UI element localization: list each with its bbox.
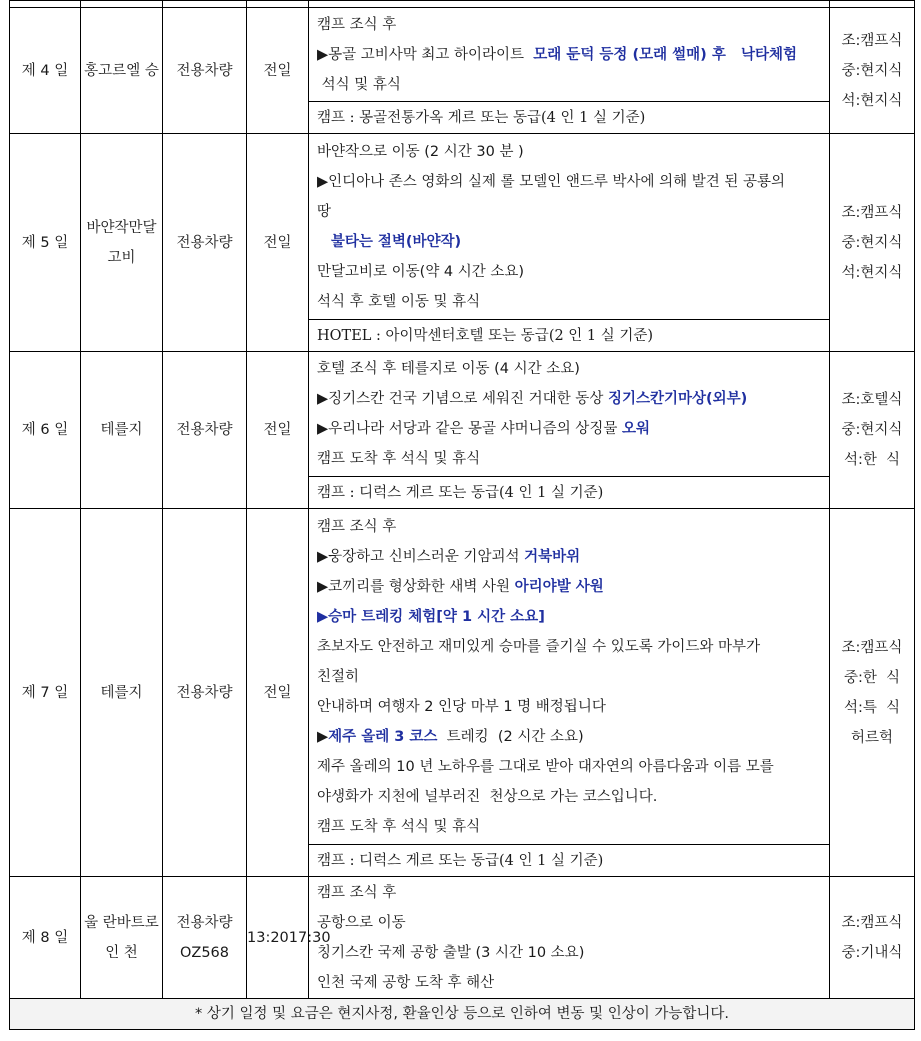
day-cell [10, 8, 81, 134]
day-cell [10, 877, 81, 999]
time-line: 전일 [263, 422, 292, 438]
transport-line: 전용차량 [176, 422, 233, 438]
schedule-text [317, 234, 331, 250]
highlight-text: 오워 [621, 421, 650, 437]
highlight-text: 아리야발 사원 [514, 578, 604, 595]
accommodation-info: 캠프 : 디럭스 게르 또는 동급(4 인 1 실 기준) [309, 845, 830, 877]
schedule-text: 초보자도 안전하고 재미있게 승마를 즐기실 수 있도록 가이드와 마부가 [317, 638, 761, 655]
place-cell [81, 8, 163, 134]
schedule-line [317, 354, 821, 384]
place-line: 홍고르 [84, 62, 127, 79]
schedule-text: ▶ [317, 728, 329, 745]
schedule-line [317, 10, 821, 40]
day-label: 제 6 일 [21, 422, 69, 438]
highlight-text: 모래 둔덕 등정 (모래 썰매) 후 낙타체험 [533, 46, 798, 63]
schedule-line [317, 782, 821, 812]
table-row [10, 8, 915, 102]
transport-cell [163, 134, 247, 352]
transport-line: 전용차량 [176, 684, 233, 701]
place-line: 인 천 [105, 944, 138, 961]
schedule-line [317, 40, 821, 70]
schedule-line [317, 878, 821, 908]
transport-cell [163, 509, 247, 877]
meal-line: 중:한 식 [843, 669, 901, 686]
place-line: 테를지 [100, 684, 143, 701]
place-line: 테를지 [100, 422, 143, 438]
meal-line: 조:캠프식 [841, 914, 903, 931]
day-label: 제 8 일 [21, 929, 69, 946]
highlight-text: 거북바위 [524, 548, 581, 565]
place-cell [81, 877, 163, 999]
meal-line: 조:캠프식 [841, 204, 903, 221]
meals-cell [830, 352, 915, 509]
schedule-line [317, 722, 821, 752]
meal-line: 허르헉 [850, 729, 894, 746]
schedule-line [317, 414, 821, 444]
meal-line: 석:현지식 [841, 92, 903, 109]
place-line: 울 란 [84, 914, 117, 931]
table-row [10, 352, 915, 477]
meals-cell [830, 877, 915, 999]
place-cell [81, 134, 163, 352]
transport-line: 전용차량 [176, 234, 233, 251]
meal-line: 석:한 식 [843, 452, 901, 468]
schedule-line [317, 632, 821, 662]
schedule-text: 안내하며 여행자 2 인당 마부 1 명 배정됩니다 [317, 698, 606, 715]
time-line: 전일 [263, 62, 292, 79]
schedule-text: ▶코끼리를 형상화한 새벽 사원 [317, 578, 515, 595]
meal-line: 석:현지식 [841, 264, 903, 281]
meal-line: 조:캠프식 [841, 32, 903, 49]
itinerary-table [9, 0, 915, 1030]
schedule-text: 캠프 조식 후 [317, 518, 397, 535]
meal-line: 중:현지식 [841, 422, 903, 438]
schedule-line [317, 692, 821, 722]
schedule-text: 제주 올레의 10 년 노하우를 그대로 받아 대자연의 아름다움과 이름 모를 [317, 758, 774, 775]
time-line: 13:20 [247, 929, 289, 946]
schedule-line [317, 137, 821, 167]
schedule-text: 친절히 [317, 668, 360, 685]
table-row [10, 134, 915, 320]
footer-row [10, 999, 915, 1030]
meal-line: 조:호텔식 [841, 392, 903, 408]
time-line: 17:30 [288, 929, 331, 946]
highlight-text: 제주 올레 3 코스 [328, 728, 438, 745]
time-cell [247, 877, 331, 999]
schedule-text: 바얀작으로 이동 (2 시간 30 분 ) [317, 143, 524, 160]
schedule-text: 땅 [317, 203, 332, 220]
schedule-line [317, 812, 821, 842]
schedule-line [317, 512, 821, 542]
schedule-line [317, 602, 821, 632]
schedule-text: ▶인디아나 존스 영화의 실제 롤 모델인 앤드루 박사에 의해 발견 된 공룡의 [317, 173, 786, 190]
place-line: 만달고비 [107, 219, 157, 266]
schedule-line [317, 384, 821, 414]
time-cell [247, 134, 309, 352]
schedule-text: 캠프 도착 후 석식 및 휴식 [317, 818, 481, 835]
time-line: 전일 [263, 234, 292, 251]
meal-line: 조:캠프식 [841, 639, 903, 656]
schedule-description [309, 352, 830, 477]
accommodation-info: 캠프 : 몽골전통가옥 게르 또는 동급(4 인 1 실 기준) [309, 102, 830, 134]
place-cell [81, 509, 163, 877]
transport-line: 전용차량 [176, 914, 233, 931]
schedule-text: 공항으로 이동 [317, 914, 406, 931]
schedule-text: 캠프 조식 후 [317, 16, 397, 33]
schedule-line [317, 287, 821, 317]
place-line: 엘 승 [126, 62, 159, 79]
schedule-text: ▶웅장하고 신비스러운 기암괴석 [317, 548, 525, 565]
schedule-text: 만달고비로 이동(약 4 시간 소요) [317, 263, 525, 280]
meal-line: 석:특 식 [843, 699, 901, 716]
transport-line: 전용차량 [176, 62, 233, 79]
schedule-text: 야생화가 지천에 널부러진 천상으로 가는 코스입니다. [317, 788, 658, 805]
schedule-description [309, 134, 830, 320]
schedule-line [317, 968, 821, 998]
schedule-line [317, 908, 821, 938]
meal-line: 중:현지식 [841, 234, 903, 251]
highlight-text: ▶승마 트레킹 체험[약 1 시간 소요] [317, 608, 545, 625]
schedule-text: 석식 후 호텔 이동 및 휴식 [317, 293, 481, 310]
schedule-text: 호텔 조식 후 테를지로 이동 (4 시간 소요) [317, 361, 580, 377]
day-label: 제 4 일 [21, 62, 69, 79]
schedule-line [317, 572, 821, 602]
schedule-line [317, 938, 821, 968]
transport-cell [163, 8, 247, 134]
place-cell [81, 352, 163, 509]
schedule-line [317, 444, 821, 474]
day-label: 제 7 일 [21, 684, 69, 701]
highlight-text: 불타는 절벽(바얀작) [330, 233, 462, 250]
meal-line: 중:현지식 [841, 62, 903, 79]
table-row [10, 877, 915, 999]
schedule-text: 트레킹 (2 시간 소요) [437, 728, 584, 745]
schedule-line [317, 167, 821, 197]
place-line: 바트로 [116, 914, 159, 931]
schedule-description [309, 509, 830, 845]
schedule-text: 캠프 도착 후 석식 및 휴식 [317, 451, 481, 467]
schedule-text: 캠프 조식 후 [317, 884, 397, 901]
schedule-line [317, 257, 821, 287]
schedule-line [317, 662, 821, 692]
schedule-text: ▶징기스칸 건국 기념으로 세워진 거대한 동상 [317, 391, 608, 407]
meal-line: 중:기내식 [841, 944, 903, 961]
schedule-line [317, 752, 821, 782]
schedule-text: ▶몽골 고비사막 최고 하이라이트 [317, 46, 534, 63]
time-cell [247, 8, 309, 134]
schedule-line [317, 227, 821, 257]
schedule-text: ▶우리나라 서당과 같은 몽골 샤머니즘의 상징물 [317, 421, 622, 437]
schedule-text: 칭기스칸 국제 공항 출발 (3 시간 10 소요) [317, 944, 585, 961]
accommodation-info: 캠프 : 디럭스 게르 또는 동급(4 인 1 실 기준) [309, 477, 830, 509]
time-cell [247, 509, 309, 877]
table-row [10, 509, 915, 845]
highlight-text: 징기스칸기마상(외부) [607, 391, 748, 407]
schedule-line [317, 70, 821, 100]
schedule-text: 인천 국제 공항 도착 후 해산 [317, 974, 495, 991]
transport-cell [163, 352, 247, 509]
meals-cell [830, 134, 915, 352]
time-cell [247, 352, 309, 509]
meals-cell [830, 8, 915, 134]
schedule-line [317, 197, 821, 227]
transport-line: OZ568 [179, 944, 230, 961]
day-cell [10, 509, 81, 877]
transport-cell [163, 877, 247, 999]
accommodation-info: HOTEL : 아이막센터호텔 또는 동급(2 인 1 실 기준) [309, 320, 830, 352]
place-line: 바얀작 [86, 219, 129, 236]
day-label: 제 5 일 [21, 234, 69, 251]
meals-cell [830, 509, 915, 877]
day-cell [10, 352, 81, 509]
time-line: 전일 [263, 684, 292, 701]
schedule-description [309, 8, 830, 102]
schedule-text: 석식 및 휴식 [317, 76, 401, 93]
schedule-description [309, 877, 830, 999]
day-cell [10, 134, 81, 352]
schedule-line [317, 542, 821, 572]
table-row-top-remnant [10, 1, 915, 8]
footer-note: * 상기 일정 및 요금은 현지사정, 환율인상 등으로 인하여 변동 및 인상이 가능합니다. [10, 999, 915, 1030]
